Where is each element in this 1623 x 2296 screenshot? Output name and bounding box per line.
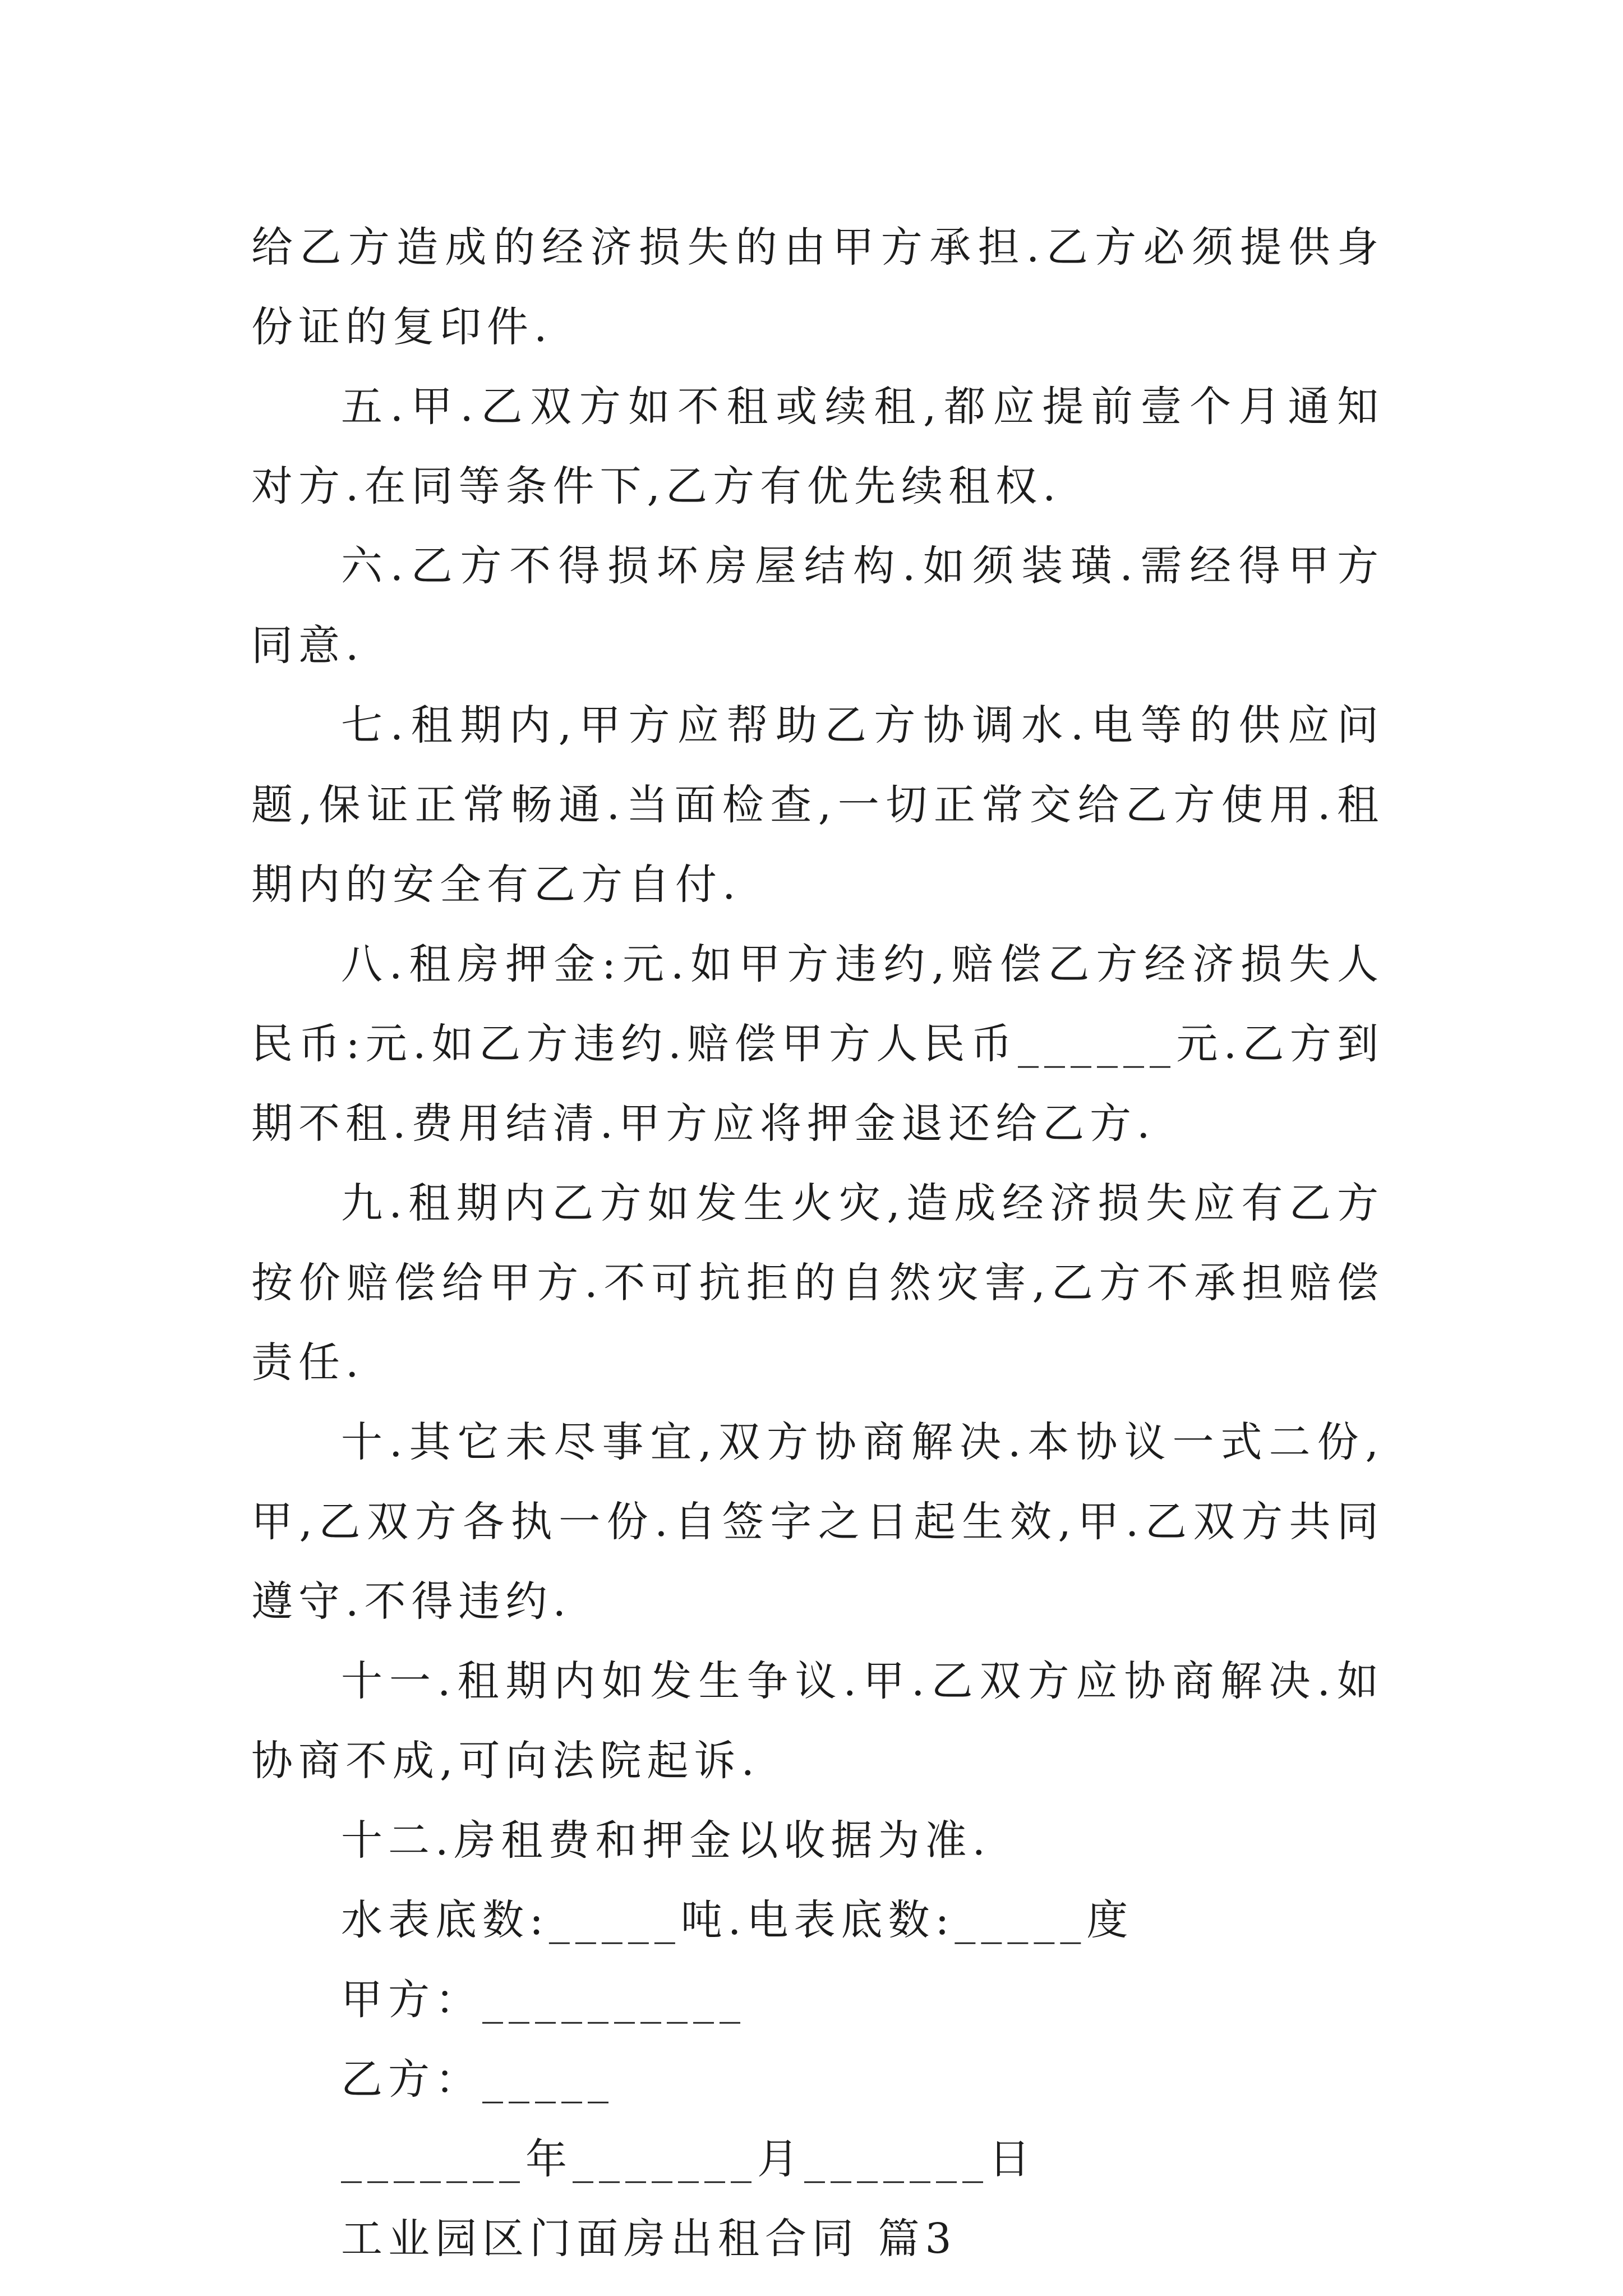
party-b-signature: 乙方：_____ [341, 2055, 614, 2104]
paragraph-4-continued: 给乙方造成的经济损失的由甲方承担.乙方必须提供身份证的复印件. [251, 223, 1384, 351]
next-section-heading: 工业园区门面房出租合同 篇3 [341, 2215, 957, 2263]
date-line: _______年_______月_______日 [341, 2135, 1036, 2183]
document-body [251, 208, 1384, 2279]
paragraph-8: 八.租房押金:元.如甲方违约,赔偿乙方经济损失人民币:元.如乙方违约.赔偿甲方人民币______元.乙方到期不租.费用结清.甲方应将押金退还给乙方. [251, 940, 1384, 1148]
party-a-signature: 甲方：__________ [341, 1976, 746, 2024]
paragraph-12: 十二.房租费和押金以收据为准. [341, 1816, 992, 1865]
paragraph-5: 五.甲.乙双方如不租或续租,都应提前壹个月通知对方.在同等条件下,乙方有优先续租权. [251, 383, 1384, 510]
paragraph-11: 十一.租期内如发生争议.甲.乙双方应协商解决.如协商不成,可向法院起诉. [251, 1657, 1384, 1785]
meter-reading-line: 水表底数:_____吨.电表底数:_____度 [341, 1896, 1134, 1944]
paragraph-10: 十.其它未尽事宜,双方协商解决.本协议一式二份,甲,乙双方各执一份.自签字之日起生效,甲.乙双方共同遵守.不得违约. [251, 1418, 1384, 1626]
paragraph-9: 九.租期内乙方如发生火灾,造成经济损失应有乙方按价赔偿给甲方.不可抗拒的自然灾害,乙方不承担赔偿责任. [251, 1179, 1384, 1387]
paragraph-6: 六.乙方不得损坏房屋结构.如须装璜.需经得甲方同意. [251, 542, 1384, 670]
paragraph-7: 七.租期内,甲方应帮助乙方协调水.电等的供应问题,保证正常畅通.当面检查,一切正常交给乙方使用.租期内的安全有乙方自付. [251, 701, 1384, 909]
